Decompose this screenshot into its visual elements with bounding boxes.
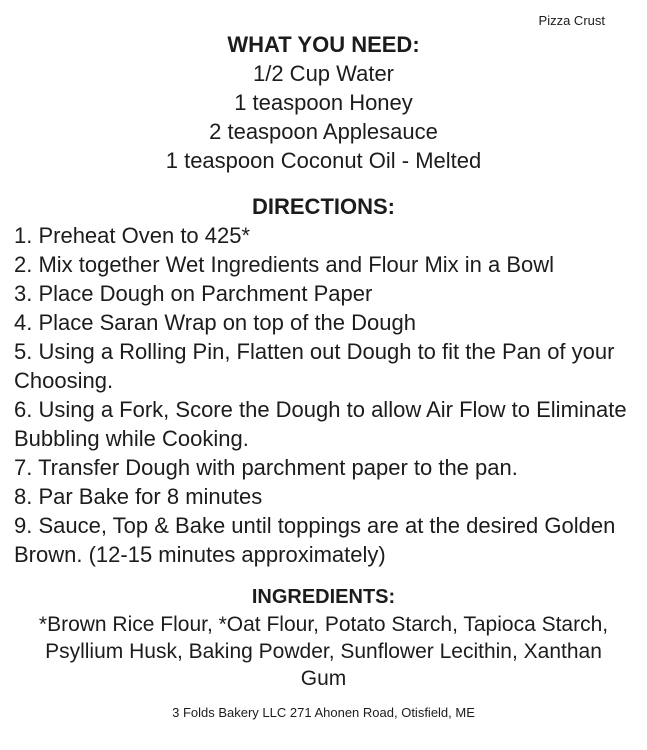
direction-step-2: 2. Mix together Wet Ingredients and Flour Mix in a Bowl bbox=[14, 252, 555, 277]
ingredients-list-text: *Brown Rice Flour, *Oat Flour, Potato Starch, Tapioca Starch, Psyllium Husk, Baking Powder, Sunflower Lecithin, Xanthan Gum bbox=[38, 613, 609, 690]
bakery-footer: 3 Folds Bakery LLC 271 Ahonen Road, Otisfield, ME bbox=[172, 705, 475, 720]
direction-step-5: 5. Using a Rolling Pin, Flatten out Dough to fit the Pan of your Choosing. bbox=[14, 339, 615, 393]
direction-step-7: 7. Transfer Dough with parchment paper to the pan. bbox=[14, 455, 518, 480]
direction-step-1: 1. Preheat Oven to 425* bbox=[14, 223, 251, 248]
direction-step-3: 3. Place Dough on Parchment Paper bbox=[14, 281, 373, 306]
need-item-honey: 1 teaspoon Honey bbox=[234, 90, 413, 115]
ingredients-section bbox=[14, 584, 633, 692]
what-you-need-section bbox=[14, 30, 633, 175]
need-item-coconut-oil: 1 teaspoon Coconut Oil - Melted bbox=[165, 148, 482, 173]
direction-step-4: 4. Place Saran Wrap on top of the Dough bbox=[14, 310, 416, 335]
need-item-water: 1/2 Cup Water bbox=[252, 61, 395, 86]
direction-step-8: 8. Par Bake for 8 minutes bbox=[14, 484, 263, 509]
recipe-title-corner: Pizza Crust bbox=[538, 13, 605, 28]
directions-heading: DIRECTIONS: bbox=[252, 194, 395, 219]
ingredients-heading: INGREDIENTS: bbox=[251, 586, 396, 608]
direction-step-6: 6. Using a Fork, Score the Dough to allow Air Flow to Eliminate Bubbling while Cooking. bbox=[14, 397, 627, 451]
what-you-need-heading: WHAT YOU NEED: bbox=[227, 32, 420, 57]
need-item-applesauce: 2 teaspoon Applesauce bbox=[209, 119, 438, 144]
directions-section bbox=[14, 192, 633, 569]
direction-step-9: 9. Sauce, Top & Bake until toppings are at the desired Golden Brown. (12-15 minutes approximately) bbox=[14, 513, 616, 567]
